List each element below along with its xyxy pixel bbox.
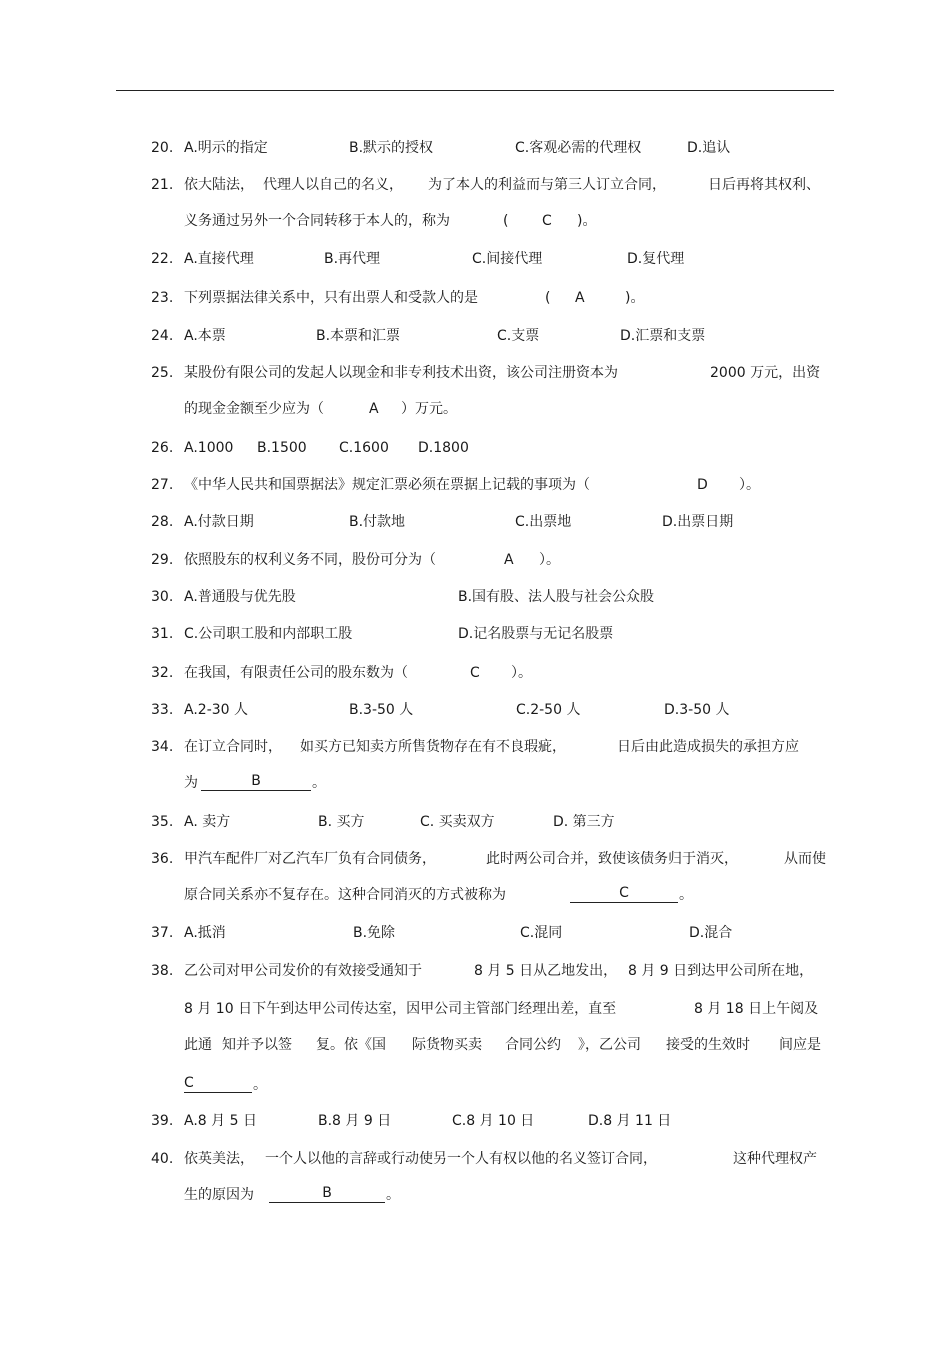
question-text: 一个人以他的言辞或行动使另一个人有权以他的名义签订合同， [265, 1151, 657, 1167]
option-d: D.追认 [687, 140, 731, 156]
question-34-line-2: 为 B 。 [0, 772, 950, 794]
option-a: A.8 月 5 日 [184, 1113, 257, 1129]
question-text: 生的原因为 [184, 1187, 254, 1203]
option-c: C.1600 [339, 440, 389, 456]
option-d: D.3-50 人 [664, 702, 730, 718]
option-c: C.混同 [520, 925, 563, 941]
question-25: 25. 某股份有限公司的发起人以现金和非专利技术出资，该公司注册资本为 2000 万元，出资 [0, 362, 950, 384]
question-text: 这种代理权产 [733, 1151, 817, 1167]
question-23: 23. 下列票据法律关系中，只有出票人和受款人的是 ( A )。 [0, 287, 950, 309]
question-text: 此时两公司合并，致使该债务归于消灭， [486, 851, 738, 867]
option-d: D.记名股票与无记名股票 [458, 626, 614, 642]
answer-blank: C [184, 1074, 252, 1093]
question-40: 40. 依英美法， 一个人以他的言辞或行动使另一个人有权以他的名义签订合同， 这种代理权产 [0, 1148, 950, 1170]
question-text: 依英美法， [184, 1151, 254, 1167]
option-c: C.间接代理 [472, 251, 543, 267]
option-b: B.3-50 人 [349, 702, 414, 718]
question-36: 36. 甲汽车配件厂对乙汽车厂负有合同债务， 此时两公司合并，致使该债务归于消灭， 从而使 [0, 848, 950, 870]
question-text: 从而使 [784, 851, 826, 867]
question-20: 20. A.明示的指定 B.默示的授权 C.客观必需的代理权 D.追认 [0, 137, 950, 159]
question-text: 原合同关系亦不复存在。这种合同消灭的方式被称为 [184, 887, 506, 903]
question-text: 在订立合同时， [184, 739, 282, 755]
option-d: D. 第三方 [553, 814, 615, 830]
option-a: A.明示的指定 [184, 140, 268, 156]
question-31: 31. C.公司职工股和内部职工股 D.记名股票与无记名股票 [0, 623, 950, 645]
question-32: 32. 在我国，有限责任公司的股东数为（ C ）。 [0, 662, 950, 684]
answer-blank: B [201, 772, 311, 791]
question-26: 26. A.1000 B.1500 C.1600 D.1800 [0, 437, 950, 459]
question-text: 为 [184, 775, 198, 791]
question-30: 30. A.普通股与优先股 B.国有股、法人股与社会公众股 [0, 586, 950, 608]
option-d: D.1800 [418, 440, 469, 456]
option-c: C.2-50 人 [516, 702, 581, 718]
question-text: 8 月 5 日从乙地发出， [474, 963, 618, 979]
question-22: 22. A.直接代理 B.再代理 C.间接代理 D.复代理 [0, 248, 950, 270]
answer: A [504, 552, 514, 568]
option-a: A.本票 [184, 328, 226, 344]
option-c: C.8 月 10 日 [452, 1113, 535, 1129]
answer: D [697, 477, 708, 493]
option-d: D.8 月 11 日 [588, 1113, 672, 1129]
option-d: D.出票日期 [662, 514, 734, 530]
question-text: 在我国，有限责任公司的股东数为（ [184, 665, 408, 681]
header-rule [116, 90, 834, 91]
question-text: 日后再将其权利、 [708, 177, 820, 193]
question-text: 8 月 9 日到达甲公司所在地， [628, 963, 814, 979]
answer: A [575, 290, 585, 306]
question-25-line-2: 的现金金额至少应为（ A ）万元。 [0, 398, 950, 420]
option-b: B.默示的授权 [349, 140, 434, 156]
option-d: D.复代理 [627, 251, 685, 267]
question-28: 28. A.付款日期 B.付款地 C.出票地 D.出票日期 [0, 511, 950, 533]
question-text: 8 月 18 日上午阅及 [694, 1001, 819, 1017]
question-text: 乙公司对甲公司发价的有效接受通知于 [184, 963, 422, 979]
question-text: 下列票据法律关系中，只有出票人和受款人的是 [184, 290, 478, 306]
option-b: B.付款地 [349, 514, 406, 530]
option-a: A.2-30 人 [184, 702, 249, 718]
question-text: 依大陆法， [184, 177, 254, 193]
option-c: C. 买卖双方 [420, 814, 495, 830]
answer-blank: B [269, 1184, 385, 1203]
answer: C [542, 213, 552, 229]
question-text: 2000 万元，出资 [710, 365, 821, 381]
question-text: 的现金金额至少应为（ [184, 401, 324, 417]
option-a: A.付款日期 [184, 514, 254, 530]
option-d: D.混合 [689, 925, 733, 941]
question-29: 29. 依照股东的权利义务不同，股份可分为（ A ）。 [0, 549, 950, 571]
option-c: C.客观必需的代理权 [515, 140, 642, 156]
question-38-line-3: 此通 知并予以签 复。依《国 际货物买卖 合同公约 》，乙公司 接受的生效时 间应是 [184, 1037, 821, 1053]
question-21: 21. 依大陆法， 代理人以自己的名义， 为了本人的利益而与第三人订立合同， 日后再将其权利、 [0, 174, 950, 196]
question-text: 依照股东的权利义务不同，股份可分为（ [184, 552, 436, 568]
option-a: A. 卖方 [184, 814, 231, 830]
option-b: B.8 月 9 日 [318, 1113, 392, 1129]
option-d: D.汇票和支票 [620, 328, 706, 344]
option-a: A.普通股与优先股 [184, 589, 296, 605]
option-b: B.1500 [257, 440, 307, 456]
option-a: A.抵消 [184, 925, 226, 941]
question-37: 37. A.抵消 B.免除 C.混同 D.混合 [0, 922, 950, 944]
option-c: C.公司职工股和内部职工股 [184, 626, 353, 642]
question-38-line-4: C 。 [184, 1075, 267, 1093]
question-text: 甲汽车配件厂对乙汽车厂负有合同债务， [184, 851, 436, 867]
question-40-line-2: 生的原因为 B 。 [0, 1184, 950, 1206]
answer: A [369, 401, 379, 417]
answer-blank: C [570, 884, 678, 903]
question-39: 39. A.8 月 5 日 B.8 月 9 日 C.8 月 10 日 D.8 月 11 日 [0, 1110, 950, 1132]
question-38-line-2 [0, 998, 950, 1020]
question-21-line-2: 义务通过另外一个合同转移于本人的，称为 ( C )。 [0, 210, 950, 232]
question-36-line-2: 原合同关系亦不复存在。这种合同消灭的方式被称为 C 。 [0, 884, 950, 906]
question-35: 35. A. 卖方 B. 买方 C. 买卖双方 D. 第三方 [0, 811, 950, 833]
option-a: A.直接代理 [184, 251, 254, 267]
option-b: B.国有股、法人股与社会公众股 [458, 589, 655, 605]
option-c: C.出票地 [515, 514, 572, 530]
question-text: 义务通过另外一个合同转移于本人的，称为 [184, 213, 450, 229]
option-b: B.免除 [353, 925, 396, 941]
question-34: 34. 在订立合同时， 如买方已知卖方所售货物存在有不良瑕疵， 日后由此造成损失的承担方应 [0, 736, 950, 758]
option-a: A.1000 [184, 440, 234, 456]
question-38: 38. 乙公司对甲公司发价的有效接受通知于 8 月 5 日从乙地发出， 8 月 9 日到达甲公司所在地， [0, 960, 950, 982]
question-text: 日后由此造成损失的承担方应 [617, 739, 799, 755]
question-text: 《中华人民共和国票据法》规定汇票必须在票据上记载的事项为（ [184, 477, 590, 493]
question-33: 33. A.2-30 人 B.3-50 人 C.2-50 人 D.3-50 人 [0, 699, 950, 721]
option-c: C.支票 [497, 328, 540, 344]
question-27: 27. 《中华人民共和国票据法》规定汇票必须在票据上记载的事项为（ D ）。 [0, 474, 950, 496]
option-b: B. 买方 [318, 814, 365, 830]
answer: C [470, 665, 480, 681]
question-24: 24. A.本票 B.本票和汇票 C.支票 D.汇票和支票 [0, 325, 950, 347]
option-b: B.本票和汇票 [316, 328, 401, 344]
option-b: B.再代理 [324, 251, 381, 267]
question-text: 为了本人的利益而与第三人订立合同， [428, 177, 666, 193]
question-text: 如买方已知卖方所售货物存在有不良瑕疵， [300, 739, 566, 755]
question-text: 某股份有限公司的发起人以现金和非专利技术出资，该公司注册资本为 [184, 365, 618, 381]
question-text: 代理人以自己的名义， [263, 177, 403, 193]
question-text: 8 月 10 日下午到达甲公司传达室，因甲公司主管部门经理出差，直至 [184, 1001, 617, 1017]
